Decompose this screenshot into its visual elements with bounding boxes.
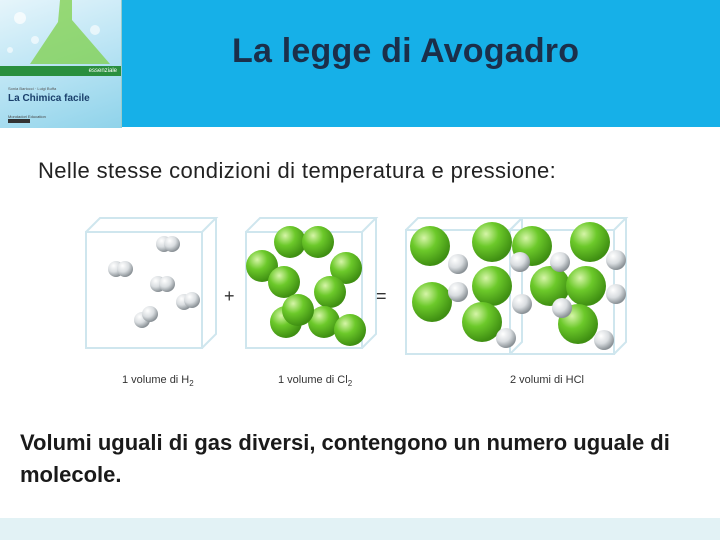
- book-title: La Chimica facile: [8, 93, 90, 104]
- h2-molecule-atom: [142, 306, 158, 322]
- conclusion-text: Volumi uguali di gas diversi, contengono un numero uguale di molecole.: [20, 430, 670, 487]
- cl2-molecule-atom: [302, 226, 334, 258]
- equals-sign: =: [376, 286, 387, 306]
- caption-hcl: 2 volumi di HCl: [510, 374, 584, 386]
- h2-molecule-atom: [159, 276, 175, 292]
- gas-volumes-diagram: [80, 212, 640, 372]
- hcl-h-atom: [606, 284, 626, 304]
- book-authors: Sonia Bartocci · Luigi Buffa: [8, 86, 57, 91]
- avogadro-figure: [80, 212, 640, 392]
- cl2-molecule-atom: [268, 266, 300, 298]
- hcl-h-atom: [448, 282, 468, 302]
- hcl-cl-atom: [472, 266, 512, 306]
- cl2-molecule-atom: [274, 226, 306, 258]
- hcl-h-atom: [510, 252, 530, 272]
- slide-title: La legge di Avogadro: [232, 32, 580, 70]
- h2-molecule-atom: [184, 292, 200, 308]
- hcl-h-atom: [550, 252, 570, 272]
- h2-molecule-atom: [164, 236, 180, 252]
- hcl-h-atom: [496, 328, 516, 348]
- flask-illustration: [0, 0, 121, 66]
- caption-cl2: 1 volume di $Cl_2$: [278, 374, 353, 389]
- cl2-molecule-atom: [314, 276, 346, 308]
- hcl-h-atom: [512, 294, 532, 314]
- book-cover-image: [0, 0, 122, 128]
- book-band-label: essenziale: [88, 68, 117, 74]
- caption-h2: 1 volume di $H_2$: [122, 374, 194, 389]
- hcl-cl-atom: [570, 222, 610, 262]
- h2-molecule-atom: [117, 261, 133, 277]
- footer-band: [0, 518, 720, 540]
- hcl-h-atom: [448, 254, 468, 274]
- cl2-molecule-atom: [282, 294, 314, 326]
- hcl-h-atom: [606, 250, 626, 270]
- plus-sign: +: [224, 286, 235, 306]
- publisher-logo: [8, 119, 30, 123]
- book-publisher: Mondadori Education: [8, 114, 46, 119]
- hcl-cl-atom: [410, 226, 450, 266]
- hcl-h-atom: [552, 298, 572, 318]
- hcl-cl-atom: [566, 266, 606, 306]
- hcl-h-atom: [594, 330, 614, 350]
- hcl-cl-atom: [472, 222, 512, 262]
- cl2-molecule-atom: [334, 314, 366, 346]
- intro-text: Nelle stesse condizioni di temperatura e pressione:: [38, 158, 557, 183]
- hcl-cl-atom: [462, 302, 502, 342]
- hcl-cl-atom: [412, 282, 452, 322]
